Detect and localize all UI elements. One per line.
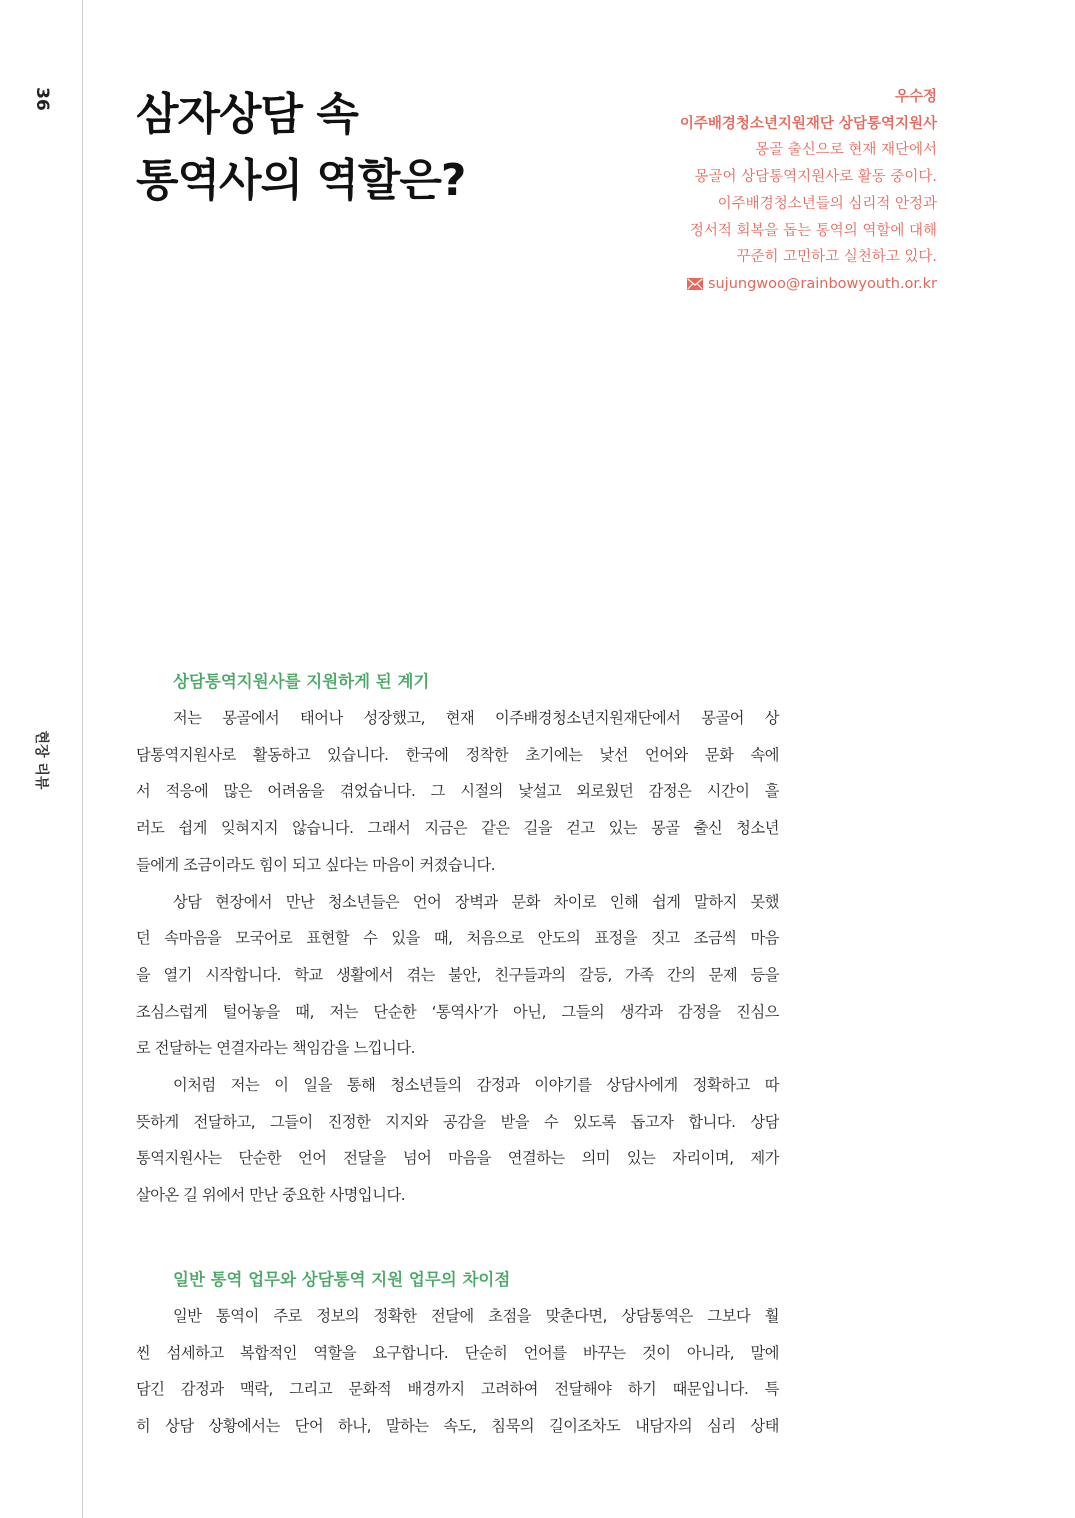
body-line: 상담 현장에서 만난 청소년들은 언어 장벽과 문화 차이로 인해 쉽게 말하지 못했 xyxy=(173,892,779,911)
mail-icon xyxy=(687,278,703,290)
body-line: 러도 쉽게 잊혀지지 않습니다. 그래서 지금은 같은 길을 걷고 있는 몽골 출신 청소년 xyxy=(136,819,779,838)
body-line: 뜻하게 전달하고, 그들이 진정한 지지와 공감을 받을 수 있도록 돕고자 합니다. 상담 xyxy=(136,1112,779,1131)
section-heading: 일반 통역 업무와 상담통역 지원 업무의 차이점 xyxy=(173,1269,511,1289)
body-line: 씬 섬세하고 복합적인 역할을 요구합니다. 단순히 언어를 바꾸는 것이 아니라, 말에 xyxy=(136,1343,779,1362)
body-line: 이처럼 저는 이 일을 통해 청소년들의 감정과 이야기를 상담사에게 정확하고 따 xyxy=(173,1076,779,1095)
body-line: 살아온 길 위에서 만난 중요한 사명입니다. xyxy=(136,1186,406,1205)
author-bio-line: 몽골어 상담통역지원사로 활동 중이다. xyxy=(694,169,937,186)
author-email-row xyxy=(517,271,937,298)
author-bio-line: 이주배경청소년들의 심리적 안정과 xyxy=(717,195,937,212)
body-line: 조심스럽게 털어놓을 때, 저는 단순한 ‘통역사’가 아닌, 그들의 생각과 감정을 진심으 xyxy=(136,1002,779,1021)
body-line: 일반 통역이 주로 정보의 정확한 전달에 초점을 맞춘다면, 상담통역은 그보다 훨 xyxy=(173,1306,779,1325)
paragraph xyxy=(136,884,779,1068)
section-heading: 상담통역지원사를 지원하게 된 계기 xyxy=(173,672,430,691)
body-line: 서 적응에 많은 어려움을 겪었습니다. 그 시절의 낯설고 외로웠던 감정은 시간이 흘 xyxy=(136,782,779,801)
author-block xyxy=(517,84,937,298)
margin-rule xyxy=(82,0,83,1518)
article-title-line: 통역사의 역할은? xyxy=(136,155,466,206)
body-line: 통역지원사는 단순한 언어 전달을 넘어 마음을 연결하는 의미 있는 자리이며, 제가 xyxy=(136,1149,779,1168)
body-line: 저는 몽골에서 태어나 성장했고, 현재 이주배경청소년지원재단에서 몽골어 상 xyxy=(173,709,779,727)
author-name: 우수정 xyxy=(894,89,937,105)
body-line: 담통역지원사로 활동하고 있습니다. 한국에 정착한 초기에는 낯선 언어와 문화 속에 xyxy=(136,745,779,764)
author-email[interactable]: sujungwoo@rainbowyouth.or.kr xyxy=(707,275,937,292)
section-label: 현장 리뷰 xyxy=(33,730,49,790)
body-line: 담긴 감정과 맥락, 그리고 문화적 배경까지 고려하여 전달해야 하기 때문입니다. 특 xyxy=(136,1380,779,1399)
author-bio-line: 정서적 회복을 돕는 통역의 역할에 대해 xyxy=(689,222,937,239)
body-line: 던 속마음을 모국어로 표현할 수 있을 때, 처음으로 안도의 표정을 짓고 조금씩 마음 xyxy=(136,929,779,948)
paragraph xyxy=(136,1067,779,1214)
paragraph xyxy=(136,700,779,884)
body-line: 들에게 조금이라도 힘이 되고 싶다는 마음이 커졌습니다. xyxy=(136,855,496,874)
body-line: 히 상담 상황에서는 단어 하나, 말하는 속도, 침묵의 길이조차도 내담자의 심리 상태 xyxy=(136,1416,779,1435)
author-affiliation: 이주배경청소년지원재단 상담통역지원사 xyxy=(679,115,937,132)
author-bio-line: 꾸준히 고민하고 실천하고 있다. xyxy=(736,249,937,266)
paragraph xyxy=(136,1298,779,1445)
section-gap xyxy=(136,1214,779,1262)
article-body xyxy=(136,664,779,1445)
article-title xyxy=(136,82,465,214)
body-line: 로 전달하는 연결자라는 책임감을 느낍니다. xyxy=(136,1039,416,1058)
page-number: 36 xyxy=(32,87,52,111)
article-title-line: 삼자상담 속 xyxy=(136,89,358,140)
author-bio-line: 몽골 출신으로 현재 재단에서 xyxy=(755,142,937,159)
body-line: 을 열기 시작합니다. 학교 생활에서 겪는 불안, 친구들과의 갈등, 가족 간의 문제 등을 xyxy=(136,965,779,984)
